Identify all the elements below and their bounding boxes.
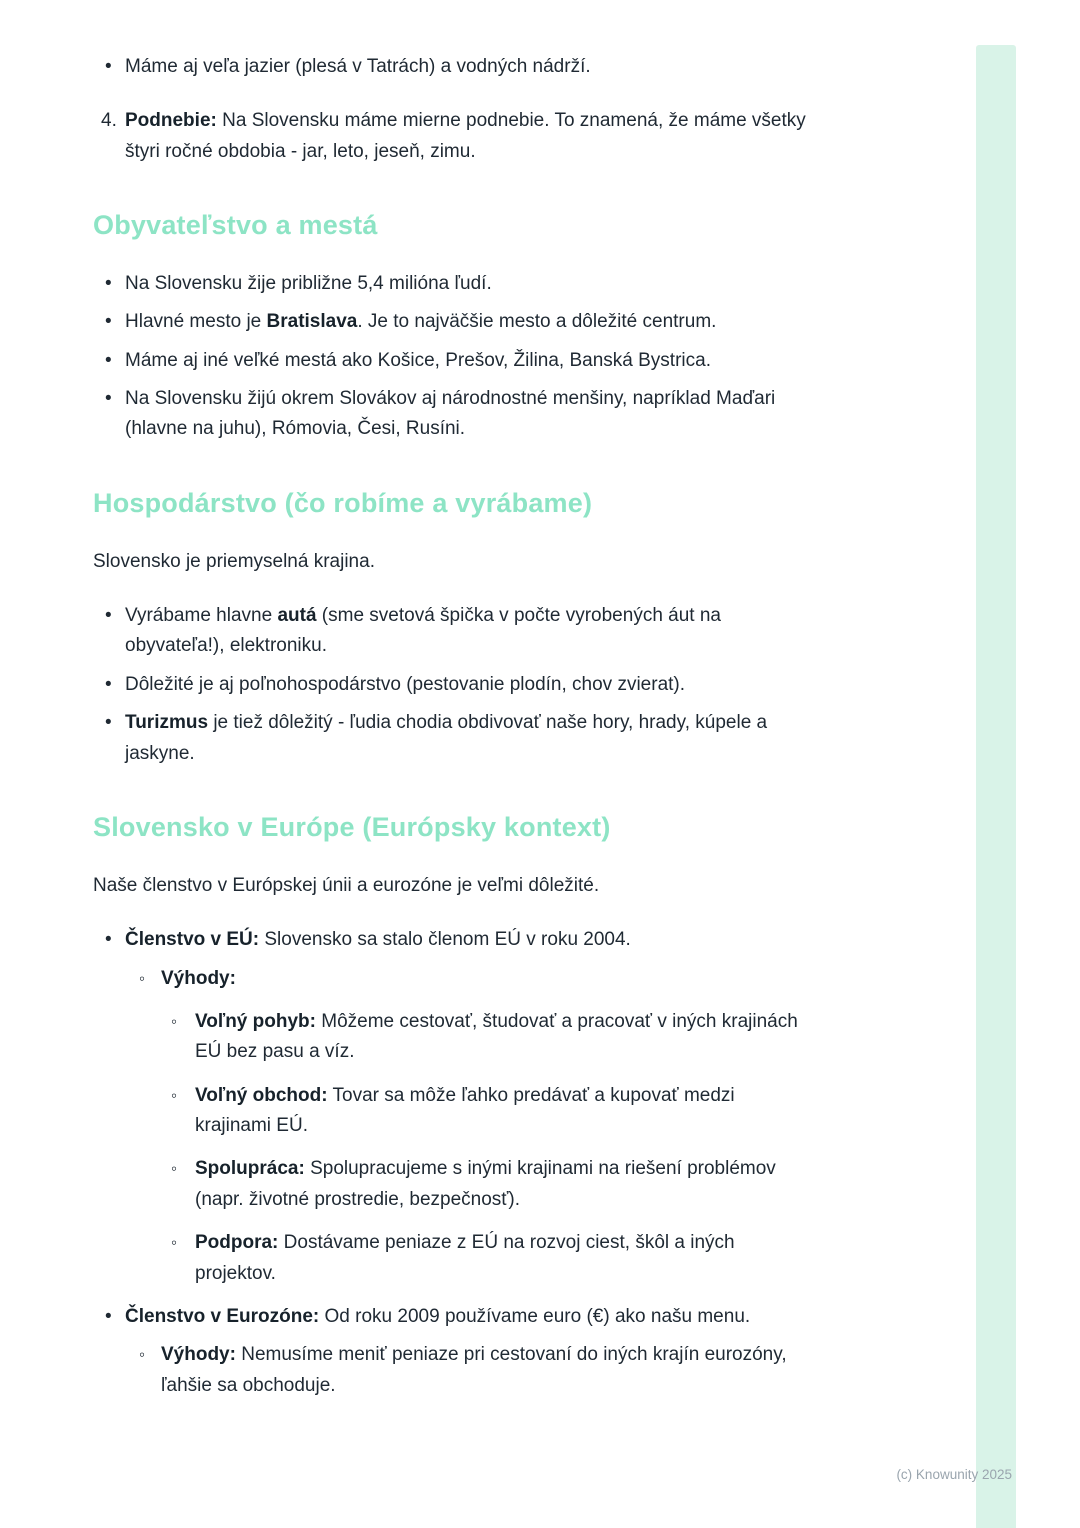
bullet-marker: • [105, 272, 112, 294]
bold-text-run: Turizmus [125, 712, 209, 734]
bold-text-run: Voľný obchod: [195, 1084, 328, 1106]
list-item [93, 1228, 815, 1289]
list-item-text [125, 670, 815, 700]
section-heading: Slovensko v Európe (Európsky kontext) [93, 811, 611, 842]
bold-text-run: autá [277, 605, 317, 627]
copyright-watermark: (c) Knowunity 2025 [896, 1467, 1012, 1482]
bullet-marker: ◦ [139, 1345, 146, 1365]
text-run: Nemusíme meniť peniaze pri cestovaní do iných krajín eurozóny, ľahšie sa obchoduje. [161, 1344, 787, 1396]
list-item-text [125, 106, 815, 167]
bold-text-run: Výhody: [161, 967, 236, 989]
list-item [93, 1007, 815, 1068]
bold-text-run: Podnebie: [125, 110, 217, 132]
bullet-marker: • [105, 1306, 112, 1328]
list-item-text [125, 384, 815, 445]
section-heading: Obyvateľstvo a mestá [93, 210, 378, 241]
list-item-text [125, 1302, 815, 1332]
text-run: Máme aj iné veľké mestá ako Košice, Prešov, Žilina, Banská Bystrica. [125, 349, 711, 371]
list-item-text [161, 964, 815, 994]
bold-text-run: Bratislava [266, 311, 358, 333]
list-item-text [125, 708, 815, 769]
text-run: Dostávame peniaze z EÚ na rozvoj ciest, škôl a iných projektov. [195, 1232, 735, 1284]
text-run: Slovensko sa stalo členom EÚ v roku 2004. [259, 929, 631, 951]
list-item [93, 1081, 815, 1142]
bullet-marker: ◦ [171, 1011, 178, 1031]
list-item [93, 307, 815, 337]
text-run: Naše členstvo v Európskej únii a eurozóne je veľmi dôležité. [93, 874, 600, 896]
bullet-marker: • [105, 349, 112, 371]
text-run: Vyrábame hlavne [125, 605, 278, 627]
bullet-marker: ◦ [139, 968, 146, 988]
text-run: Na Slovensku žije približne 5,4 milióna ľudí. [125, 272, 492, 294]
bullet-marker: • [105, 605, 112, 627]
list-item [93, 52, 815, 82]
text-run: Slovensko je priemyselná krajina. [93, 550, 375, 572]
text-run: Na Slovensku máme mierne podnebie. To znamená, že máme všetky štyri ročné obdobia - jar, leto, jeseň, zimu. [125, 110, 806, 162]
document-content [93, 44, 815, 1409]
bold-text-run: Výhody: [161, 1344, 236, 1366]
text-run: Hlavné mesto je [125, 311, 267, 333]
bold-text-run: Členstvo v Eurozóne: [125, 1306, 320, 1328]
list-item [93, 1154, 815, 1215]
list-item-text [125, 346, 815, 376]
text-run: Na Slovensku žijú okrem Slovákov aj národnostné menšiny, napríklad Maďari (hlavne na juhu), Rómovia, Česi, Rusíni. [125, 388, 776, 440]
bullet-marker: • [105, 311, 112, 333]
text-run: Tovar sa môže ľahko predávať a kupovať medzi krajinami EÚ. [195, 1084, 735, 1137]
list-item [93, 670, 815, 700]
bullet-marker: ◦ [171, 1085, 178, 1105]
list-item-text [195, 1081, 815, 1142]
bullet-marker: ◦ [171, 1159, 178, 1179]
list-item [93, 346, 815, 376]
paragraph [93, 547, 815, 577]
numbered-list-item [93, 106, 815, 167]
text-run: . Je to najväčšie mesto a dôležité centrum. [357, 311, 717, 333]
list-item [93, 1340, 815, 1401]
list-item-text [125, 307, 815, 337]
bold-text-run: Spolupráca: [195, 1158, 305, 1180]
bullet-marker: ◦ [171, 1233, 178, 1253]
text-run: (sme svetová špička v počte vyrobených áut na obyvateľa!), elektroniku. [125, 605, 721, 657]
paragraph [93, 871, 815, 901]
text-run: Máme aj veľa jazier (plesá v Tatrách) a vodných nádrží. [125, 56, 591, 77]
list-item [93, 269, 815, 299]
list-item [93, 601, 815, 662]
bullet-marker: • [105, 929, 112, 951]
list-item-text [195, 1154, 815, 1215]
bold-text-run: Členstvo v EÚ: [125, 929, 260, 951]
section-heading: Hospodárstvo (čo robíme a vyrábame) [93, 487, 593, 518]
bold-text-run: Podpora: [195, 1232, 279, 1254]
bullet-marker: • [105, 673, 112, 695]
bullet-marker: • [105, 712, 112, 734]
text-run: je tiež dôležitý - ľudia chodia obdivovať naše hory, hrady, kúpele a jaskyne. [125, 712, 768, 764]
right-accent-stripe [976, 45, 1016, 1528]
list-item-text [161, 1340, 815, 1401]
list-item-text [125, 269, 815, 299]
list-item [93, 708, 815, 769]
text-run: Spolupracujeme s inými krajinami na riešení problémov (napr. životné prostredie, bezpečnosť). [195, 1158, 776, 1210]
bullet-marker: • [105, 56, 112, 77]
text-run: Od roku 2009 používame euro (€) ako našu menu. [319, 1306, 751, 1328]
list-item [93, 1302, 815, 1332]
list-number-marker: 4. [101, 110, 117, 132]
list-item-text [125, 925, 815, 955]
list-item [93, 925, 815, 955]
list-item [93, 384, 815, 445]
list-item-text [125, 601, 815, 662]
bullet-marker: • [105, 388, 112, 410]
bold-text-run: Voľný pohyb: [195, 1010, 316, 1032]
list-item-text [125, 52, 815, 82]
text-run: Môžeme cestovať, študovať a pracovať v iných krajinách EÚ bez pasu a víz. [195, 1010, 798, 1063]
text-run: Dôležité je aj poľnohospodárstvo (pestovanie plodín, chov zvierat). [125, 673, 686, 695]
list-item-text [195, 1007, 815, 1068]
list-item-text [195, 1228, 815, 1289]
list-item [93, 964, 815, 994]
